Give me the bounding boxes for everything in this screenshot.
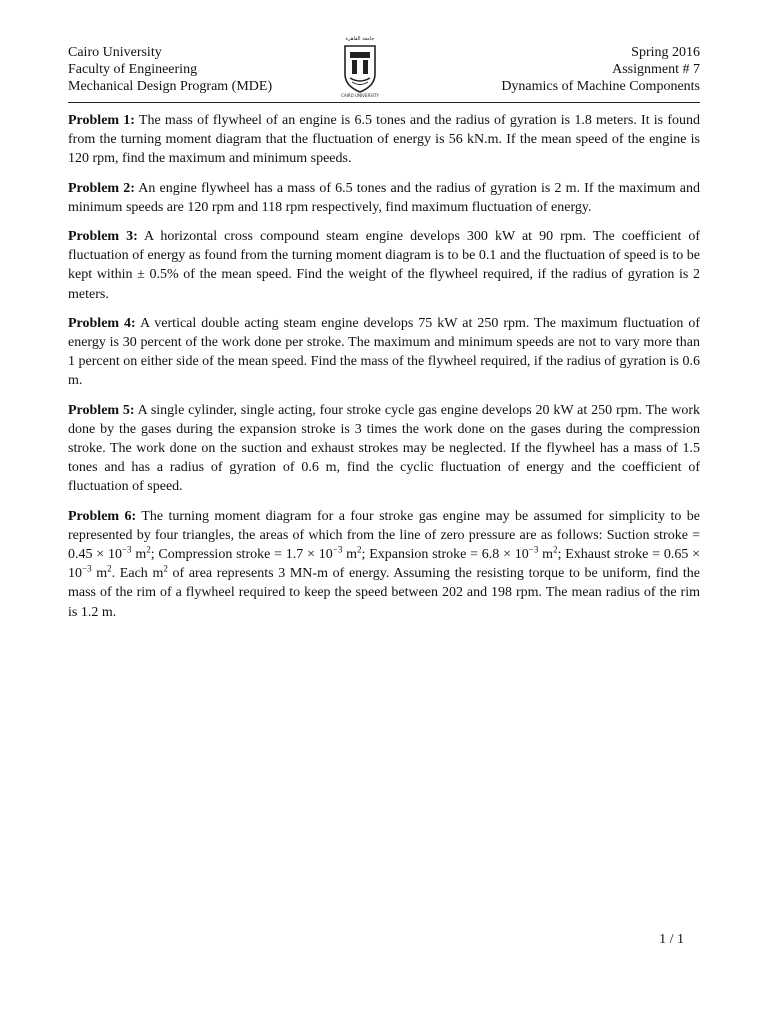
- problem-2: [68, 179, 700, 217]
- exponent: −3: [82, 563, 92, 574]
- problem-6: [68, 507, 700, 622]
- course-name: Dynamics of Machine Components: [501, 79, 700, 94]
- logo-arabic-text: جامعة القاهرة: [345, 36, 375, 42]
- program-name: Mechanical Design Program (MDE): [68, 79, 273, 94]
- problem-text: A vertical double acting steam engine develops 75 kW at 250 rpm. The maximum fluctuation of energy is 30 percent of the work done per stroke. The maximum and minimum speeds are not to vary more than 1 percent on either side of the mean speed. Find the mass of the flywheel required, if the radius of gyration is 0.6 m.: [68, 315, 700, 389]
- institution-block: [68, 44, 272, 95]
- text-run: m: [91, 566, 108, 582]
- exponent: 2: [553, 544, 558, 555]
- university-name: Cairo University: [68, 45, 162, 60]
- problem-text: A horizontal cross compound steam engine develops 300 kW at 90 rpm. The coefficient of fluctuation of energy as found from the turning moment diagram is to be 0.1 and the fluctuation of speed is to be kept within ± 0.5% of the mean speed. Find the weight of the flywheel required, if the radius of gyration is 2 meters.: [68, 229, 700, 302]
- problem-label: Problem 3:: [68, 229, 138, 245]
- logo-latin-text: CAIRO UNIVERSITY: [341, 93, 379, 98]
- exponent: 2: [146, 544, 151, 555]
- problem-label: Problem 5:: [68, 402, 135, 418]
- exponent: −3: [528, 544, 539, 555]
- problem-text: An engine flywheel has a mass of 6.5 tones and the radius of gyration is 2 m. If the maximum and minimum speeds are 120 rpm and 118 rpm respectively, find maximum fluctuation of energy.: [68, 180, 700, 215]
- text-run: ; Compression stroke = 1.7 × 10: [150, 547, 333, 563]
- header-divider: [68, 102, 700, 103]
- exponent: 2: [163, 563, 168, 574]
- problem-label: Problem 6:: [68, 508, 137, 524]
- problem-label: Problem 4:: [68, 315, 136, 331]
- exponent: 2: [357, 544, 362, 555]
- text-run: m: [131, 547, 147, 563]
- exponent: 2: [107, 563, 112, 574]
- problem-list: [68, 111, 700, 632]
- text-run: of area represents 3 MN-m of energy. Assuming the resisting torque to be uniform, find the mass of the rim of a flywheel required to keep the speed between 202 and 198 rpm. The mean radius of the rim is 1.2 m.: [68, 566, 701, 620]
- exponent: −3: [332, 544, 343, 555]
- problem-4: [68, 314, 700, 391]
- text-run: The turning moment diagram for a four stroke gas engine may be assumed for simplicity to be represented by four triangles, the areas of which from the line of zero pressure are as follows: Suction stroke = 0.45 × 10: [68, 508, 700, 563]
- assignment-number: Assignment # 7: [612, 62, 700, 77]
- text-run: ; Exhaust stroke = 0.65 × 10: [68, 547, 701, 582]
- course-block: [501, 44, 700, 95]
- exponent: −3: [121, 544, 132, 555]
- cairo-university-logo: [340, 34, 380, 98]
- faculty-name: Faculty of Engineering: [68, 62, 198, 77]
- page-header: [68, 36, 700, 100]
- problem-5: [68, 401, 700, 497]
- problem-3: [68, 227, 700, 304]
- semester: Spring 2016: [631, 45, 700, 60]
- problem-label: Problem 2:: [68, 180, 135, 196]
- problem-1: [68, 111, 700, 169]
- problem-text: A single cylinder, single acting, four stroke cycle gas engine develops 20 kW at 250 rpm. The work done by the gases during the expansion stroke is 3 times the work done on the gases during the compression stroke. The work done on the suction and exhaust strokes may be neglected. If the flywheel has a mass of 1.5 tones and has a radius of gyration of 0.6 m, find the cyclic fluctuation of energy and the coefficient of fluctuation of speed.: [68, 402, 700, 495]
- problem-label: Problem 1:: [68, 113, 135, 128]
- page-number: 1 / 1: [659, 932, 684, 947]
- text-run: m: [342, 547, 358, 563]
- text-run: . Each m: [111, 566, 164, 582]
- text-run: m: [538, 547, 554, 563]
- problem-text: The mass of flywheel of an engine is 6.5 tones and the radius of gyration is 1.8 meters. It is found from the turning moment diagram that the fluctuation of energy is 56 kN.m. If the mean speed of the engine is 120 rpm, find the maximum and minimum speeds.: [68, 113, 700, 167]
- problem-text: [68, 509, 700, 620]
- text-run: ; Expansion stroke = 6.8 × 10: [361, 547, 529, 563]
